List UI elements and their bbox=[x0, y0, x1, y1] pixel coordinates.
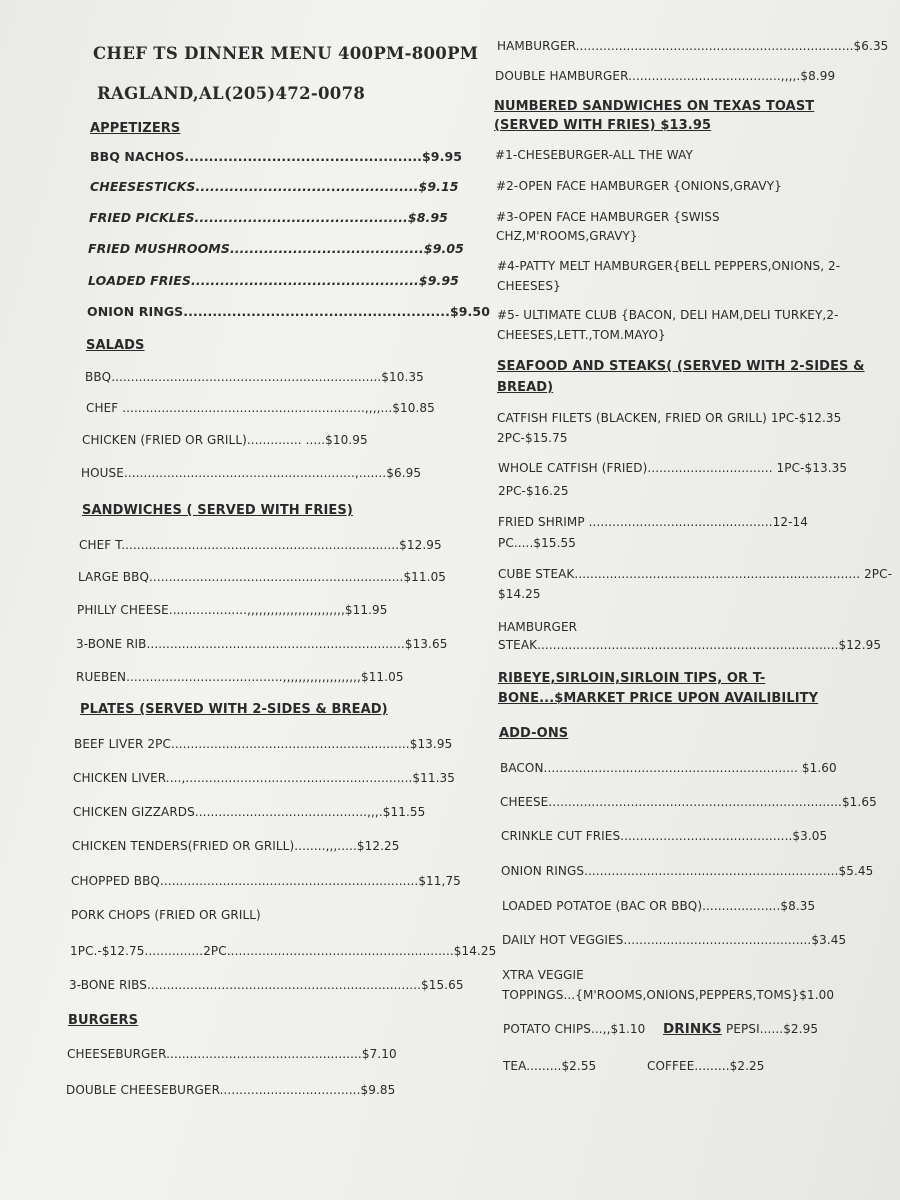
menu-item-chef-t: CHEF T.......................................................................$12.95 bbox=[79, 538, 442, 552]
menu-item-chef-salad: CHEF ..............................................................,,,,...$10.85 bbox=[86, 401, 435, 415]
menu-item-double-hamburger: DOUBLE HAMBURGER.......................................,,,,.$8.99 bbox=[495, 69, 836, 83]
menu-item-cheesesticks: CHEESESTICKS..............................................$9.15 bbox=[90, 179, 459, 194]
menu-item-cube-steak: CUBE STEAK......................................................................... 2PC- bbox=[498, 567, 893, 581]
menu-item-fried-pickles: FRIED PICKLES............................................$8.95 bbox=[89, 210, 448, 225]
menu-item-hamburger-steak: HAMBURGER bbox=[498, 620, 578, 634]
menu-item-chicken-salad: CHICKEN (FRIED OR GRILL).............. .....$10.95 bbox=[82, 433, 368, 447]
menu-item-3-bone-rib: 3-BONE RIB..................................................................$13.65 bbox=[76, 637, 448, 651]
menu-item-numbered-1: #1-CHESEBURGER-ALL THE WAY bbox=[495, 148, 693, 162]
menu-item-large-bbq: LARGE BBQ.................................................................$11.05 bbox=[78, 570, 447, 584]
menu-item-numbered-4: #4-PATTY MELT HAMBURGER{BELL PEPPERS,ONIONS, 2- bbox=[497, 259, 841, 273]
menu-item-house-salad: HOUSE...........................................................,.......$6.95 bbox=[81, 466, 422, 480]
menu-item-numbered-3: #3-OPEN FACE HAMBURGER {SWISS bbox=[496, 210, 720, 224]
menu-item-numbered-2: #2-OPEN FACE HAMBURGER {ONIONS,GRAVY} bbox=[496, 179, 782, 193]
sandwiches-heading: SANDWICHES ( SERVED WITH FRIES) bbox=[82, 503, 353, 518]
menu-item-double-cheeseburger: DOUBLE CHEESEBURGER....................................$9.85 bbox=[66, 1083, 396, 1097]
menu-item-fried-shrimp: FRIED SHRIMP ...............................................12-14 bbox=[498, 515, 808, 529]
drink-tea: TEA.........$2.55 bbox=[503, 1059, 597, 1073]
menu-location-phone: RAGLAND,AL(205)472-0078 bbox=[97, 84, 366, 103]
menu-item-3-bone-ribs: 3-BONE RIBS......................................................................$15.65 bbox=[69, 978, 464, 992]
drink-pepsi: PEPSI......$2.95 bbox=[726, 1022, 819, 1036]
plates-heading: PLATES (SERVED WITH 2-SIDES & BREAD) bbox=[80, 702, 388, 717]
menu-item-catfish-filets-2pc: 2PC-$15.75 bbox=[497, 431, 568, 445]
menu-item-hamburger-steak-price: STEAK.............................................................................$12.95 bbox=[498, 638, 882, 652]
addon-crinkle-cut-fries: CRINKLE CUT FRIES............................................$3.05 bbox=[501, 829, 828, 843]
menu-item-philly-cheese: PHILLY CHEESE....................,,,,,,,,,,,,,,,,,,,,,,,,,$11.95 bbox=[77, 603, 388, 617]
menu-item-numbered-4-cont: CHEESES} bbox=[497, 279, 561, 293]
salads-heading: SALADS bbox=[86, 338, 145, 353]
menu-item-fried-mushrooms: FRIED MUSHROOMS........................................$9.05 bbox=[88, 241, 464, 256]
menu-item-chicken-liver: CHICKEN LIVER....,..........................................................$11.35 bbox=[73, 771, 455, 785]
addon-xtra-veggie: XTRA VEGGIE bbox=[502, 968, 584, 982]
menu-item-chicken-gizzards: CHICKEN GIZZARDS............................................,,,.$11.55 bbox=[73, 805, 426, 819]
addon-xtra-veggie-toppings: TOPPINGS...{M'ROOMS,ONIONS,PEPPERS,TOMS}$1.00 bbox=[502, 988, 835, 1002]
menu-item-pork-chops-prices: 1PC.-$12.75...............2PC..........................................................$14.25 bbox=[70, 944, 497, 958]
menu-item-whole-catfish: WHOLE CATFISH (FRIED)................................ 1PC-$13.35 bbox=[498, 461, 848, 475]
menu-item-beef-liver: BEEF LIVER 2PC.............................................................$13.95 bbox=[74, 737, 453, 751]
appetizers-heading: APPETIZERS bbox=[90, 121, 181, 136]
menu-item-numbered-5: #5- ULTIMATE CLUB {BACON, DELI HAM,DELI TURKEY,2- bbox=[497, 308, 839, 322]
menu-item-rueben: RUEBEN........................................,,,,,,,,,,,,,,,,,,,,$11.05 bbox=[76, 670, 404, 684]
menu-item-cube-steak-price: $14.25 bbox=[498, 587, 541, 601]
seafood-heading: SEAFOOD AND STEAKS( (SERVED WITH 2-SIDES & bbox=[497, 359, 865, 374]
menu-item-bbq-nachos: BBQ NACHOS.................................................$9.95 bbox=[90, 149, 463, 164]
numbered-sandwiches-heading: NUMBERED SANDWICHES ON TEXAS TOAST bbox=[494, 99, 815, 114]
menu-item-onion-rings: ONION RINGS.......................................................$9.50 bbox=[87, 304, 490, 319]
addon-bacon: BACON................................................................. $1.60 bbox=[500, 761, 837, 775]
menu-title: CHEF TS DINNER MENU 400PM-800PM bbox=[93, 44, 479, 63]
menu-item-whole-catfish-2pc: 2PC-$16.25 bbox=[498, 484, 569, 498]
addons-heading: ADD-ONS bbox=[499, 726, 569, 741]
addon-potato-chips: POTATO CHIPS...,,$1.10 bbox=[503, 1022, 646, 1036]
numbered-sandwiches-subheading: (SERVED WITH FRIES) $13.95 bbox=[494, 118, 712, 133]
menu-item-bbq-salad: BBQ.....................................................................$10.35 bbox=[85, 370, 424, 384]
menu-item-cheeseburger: CHEESEBURGER..................................................$7.10 bbox=[67, 1047, 397, 1061]
menu-item-fried-shrimp-price: PC.....$15.55 bbox=[498, 536, 576, 550]
menu-item-hamburger: HAMBURGER.......................................................................$6.35 bbox=[497, 39, 889, 53]
burgers-heading: BURGERS bbox=[68, 1013, 139, 1028]
drinks-heading: DRINKS bbox=[663, 1021, 722, 1037]
addon-daily-hot-veggies: DAILY HOT VEGGIES................................................$3.45 bbox=[502, 933, 847, 947]
addon-onion-rings: ONION RINGS.................................................................$5.45 bbox=[501, 864, 874, 878]
menu-item-catfish-filets: CATFISH FILETS (BLACKEN, FRIED OR GRILL) 1PC-$12.35 bbox=[497, 411, 842, 425]
drink-coffee: COFFEE.........$2.25 bbox=[647, 1059, 765, 1073]
addon-loaded-potatoe: LOADED POTATOE (BAC OR BBQ)....................$8.35 bbox=[502, 899, 816, 913]
steaks-market-line: RIBEYE,SIRLOIN,SIRLOIN TIPS, OR T- bbox=[498, 671, 766, 686]
addon-cheese: CHEESE...........................................................................$1.65 bbox=[500, 795, 877, 809]
steaks-market-price: BONE...$MARKET PRICE UPON AVAILIBILITY bbox=[498, 691, 819, 706]
menu-item-numbered-3-cont: CHZ,M'ROOMS,GRAVY} bbox=[496, 229, 638, 243]
menu-item-chopped-bbq: CHOPPED BBQ..................................................................$11,75 bbox=[71, 874, 461, 888]
menu-item-numbered-5-cont: CHEESES,LETT.,TOM.MAYO} bbox=[497, 328, 666, 342]
menu-item-chicken-tenders: CHICKEN TENDERS(FRIED OR GRILL)........,,,.....$12.25 bbox=[72, 839, 400, 853]
menu-item-loaded-fries: LOADED FRIES...............................................$9.95 bbox=[88, 273, 459, 288]
seafood-subheading: BREAD) bbox=[497, 380, 554, 395]
menu-item-pork-chops: PORK CHOPS (FRIED OR GRILL) bbox=[71, 908, 261, 922]
